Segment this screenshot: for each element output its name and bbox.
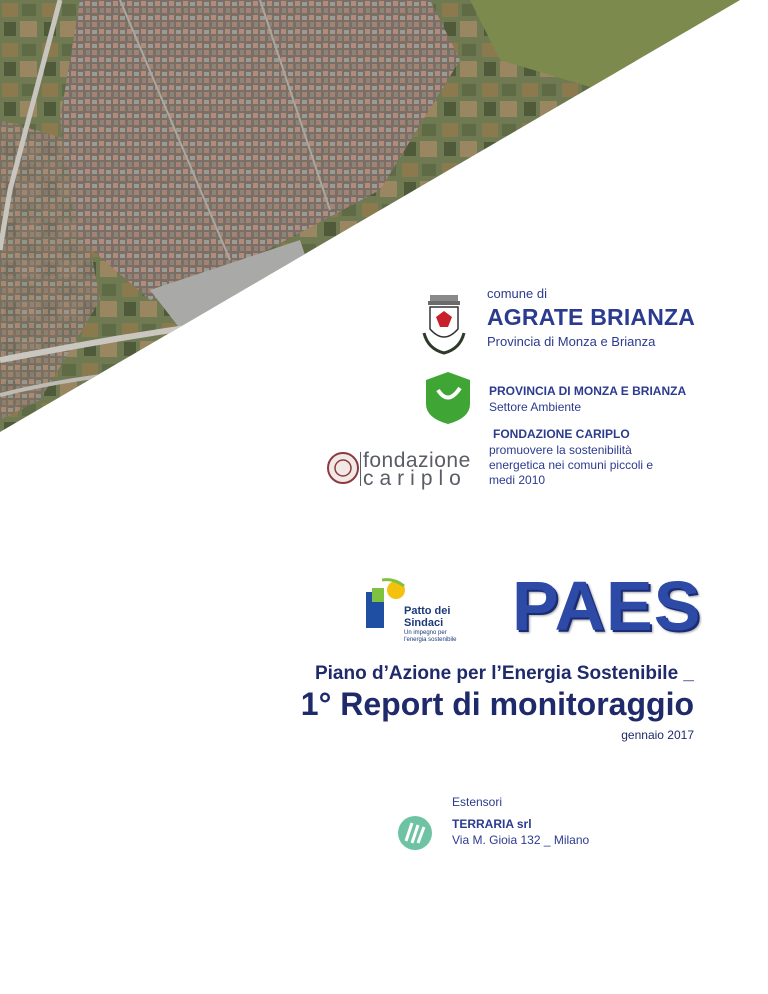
fondazione-wordmark: fondazione (363, 449, 471, 472)
estensori-address: Via M. Gioia 132 _ Milano (452, 833, 590, 847)
fondazione-divider (360, 452, 361, 486)
provincia-subtitle: Settore Ambiente (489, 400, 582, 414)
fondazione-seal-icon (326, 451, 360, 485)
provincia-title: PROVINCIA DI MONZA E BRIANZA (489, 384, 687, 398)
patto-dei-sindaci-icon (362, 578, 408, 630)
estensori-label: Estensori (452, 795, 503, 809)
patto-label: Patto dei Sindaci (404, 605, 451, 629)
comune-province: Provincia di Monza e Brianza (487, 334, 656, 349)
estensori-company: TERRARIA srl (452, 817, 532, 831)
plan-subtitle: Piano d’Azione per l’Energia Sostenibile _ (314, 663, 694, 684)
fondazione-description: promuovere la sostenibilità energetica nei comuni piccoli e medi 2010 (489, 443, 654, 487)
paes-title: PAES (512, 567, 702, 645)
comune-coat-of-arms-icon (418, 293, 470, 359)
patto-tagline: Un impegno per l'energia sostenibile (404, 630, 457, 643)
report-date: gennaio 2017 (621, 728, 694, 742)
fondazione-title: FONDAZIONE CARIPLO (493, 427, 630, 441)
provincia-logo-icon (424, 370, 472, 426)
comune-prefix: comune di (487, 286, 547, 301)
comune-name: AGRATE BRIANZA (487, 304, 696, 330)
terraria-logo-icon (397, 815, 433, 851)
cariplo-wordmark: cariplo (363, 467, 467, 490)
report-title: 1° Report di monitoraggio (300, 686, 694, 722)
